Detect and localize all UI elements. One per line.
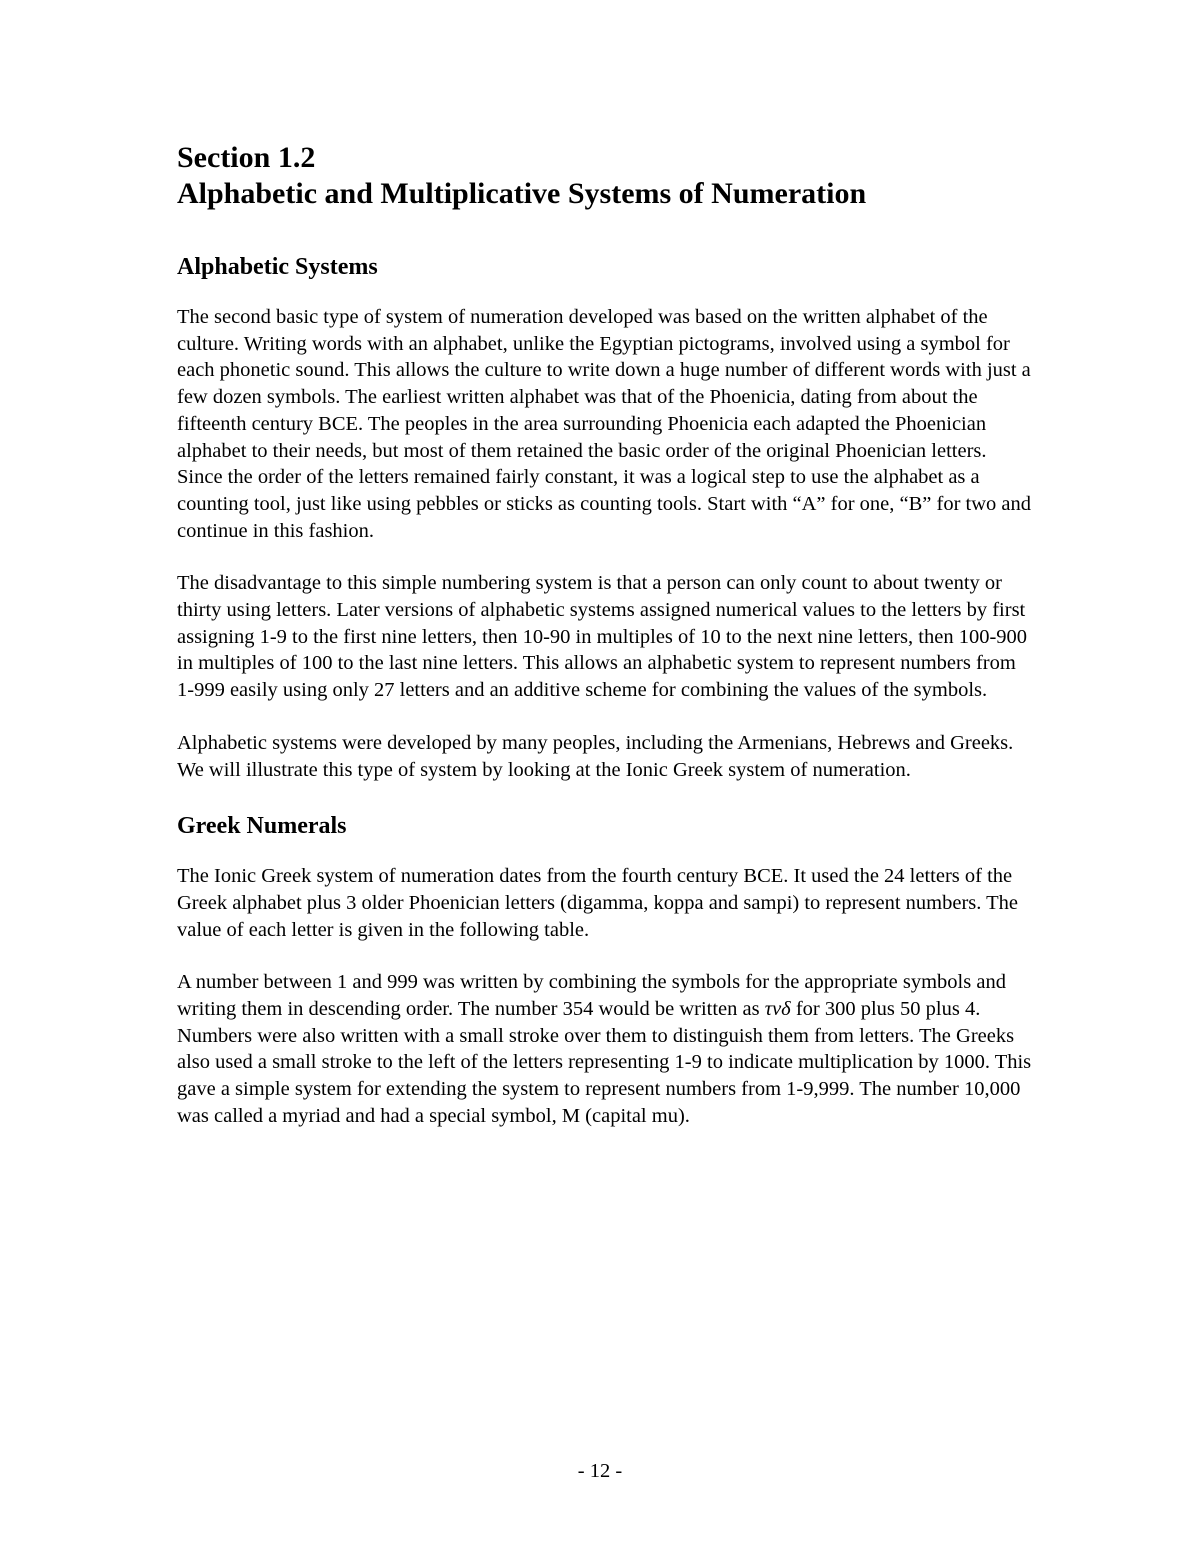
paragraph-greek-number-writing [177, 969, 1037, 1129]
document-page [177, 140, 1037, 1130]
title-text: Alphabetic and Multiplicative Systems of Numeration [177, 177, 867, 210]
paragraph-greek-intro: The Ionic Greek system of numeration dates from the fourth century BCE. It used the 24 letters of the Greek alphabet plus 3 older Phoenician letters (digamma, koppa and sampi) to represent numbers. The value of each letter is given in the following table. [177, 865, 1019, 941]
heading-greek-numerals: Greek Numerals [177, 813, 347, 840]
paragraph-greek-text-before: A number between 1 and 999 was written by combining the symbols for the appropriate symbols and writing them in descending order. The number 354 would be written as [177, 971, 1006, 1021]
greek-numeral-354: τνδ [764, 998, 791, 1021]
page-number: - 12 - [577, 1460, 623, 1482]
title-section-number: Section 1.2 [177, 141, 316, 174]
paragraph-alphabetic-peoples: Alphabetic systems were developed by many peoples, including the Armenians, Hebrews and Greeks. We will illustrate this type of system by looking at the Ionic Greek system of numeration. [177, 731, 1014, 781]
paragraph-alphabetic-intro: The second basic type of system of numeration developed was based on the written alphabet of the culture. Writing words with an alphabet, unlike the Egyptian pictograms, involved using a symbol for each phonetic sound. This allows the culture to write down a huge number of different words with just a few dozen symbols. The earliest written alphabet was that of the Phoenicia, dating from about the fifteenth century BCE. The peoples in the area surrounding Phoenicia each adapted the Phoenician alphabet to their needs, but most of them retained the basic order of the original Phoenician letters. Since the order of the letters remained fairly constant, it was a logical step to use the alphabet as a counting tool, just like using pebbles or sticks as counting tools. Start with “A” for one, “B” for two and continue in this fashion. [177, 306, 1032, 542]
paragraph-alphabetic-disadvantage: The disadvantage to this simple numbering system is that a person can only count to about twenty or thirty using letters. Later versions of alphabetic systems assigned numerical values to the letters by first assigning 1-9 to the first nine letters, then 10-90 in multiples of 10 to the next nine letters, then 100-900 in multiples of 100 to the last nine letters. This allows an alphabetic system to represent numbers from 1-999 easily using only 27 letters and an additive scheme for combining the values of the symbols. [177, 572, 1028, 702]
heading-alphabetic-systems: Alphabetic Systems [177, 254, 378, 280]
page-title [177, 140, 1037, 212]
paragraph-greek-text-after: for 300 plus 50 plus 4. Numbers were also written with a small stroke over them to distinguish them from letters. The Greeks also used a small stroke to the left of the letters representing 1-9 to indicate multiplication by 1000. This gave a simple system for extending the system to represent numbers from 1-9,999. The number 10,000 was called a myriad and had a special symbol, M (capital mu). [177, 998, 1032, 1127]
